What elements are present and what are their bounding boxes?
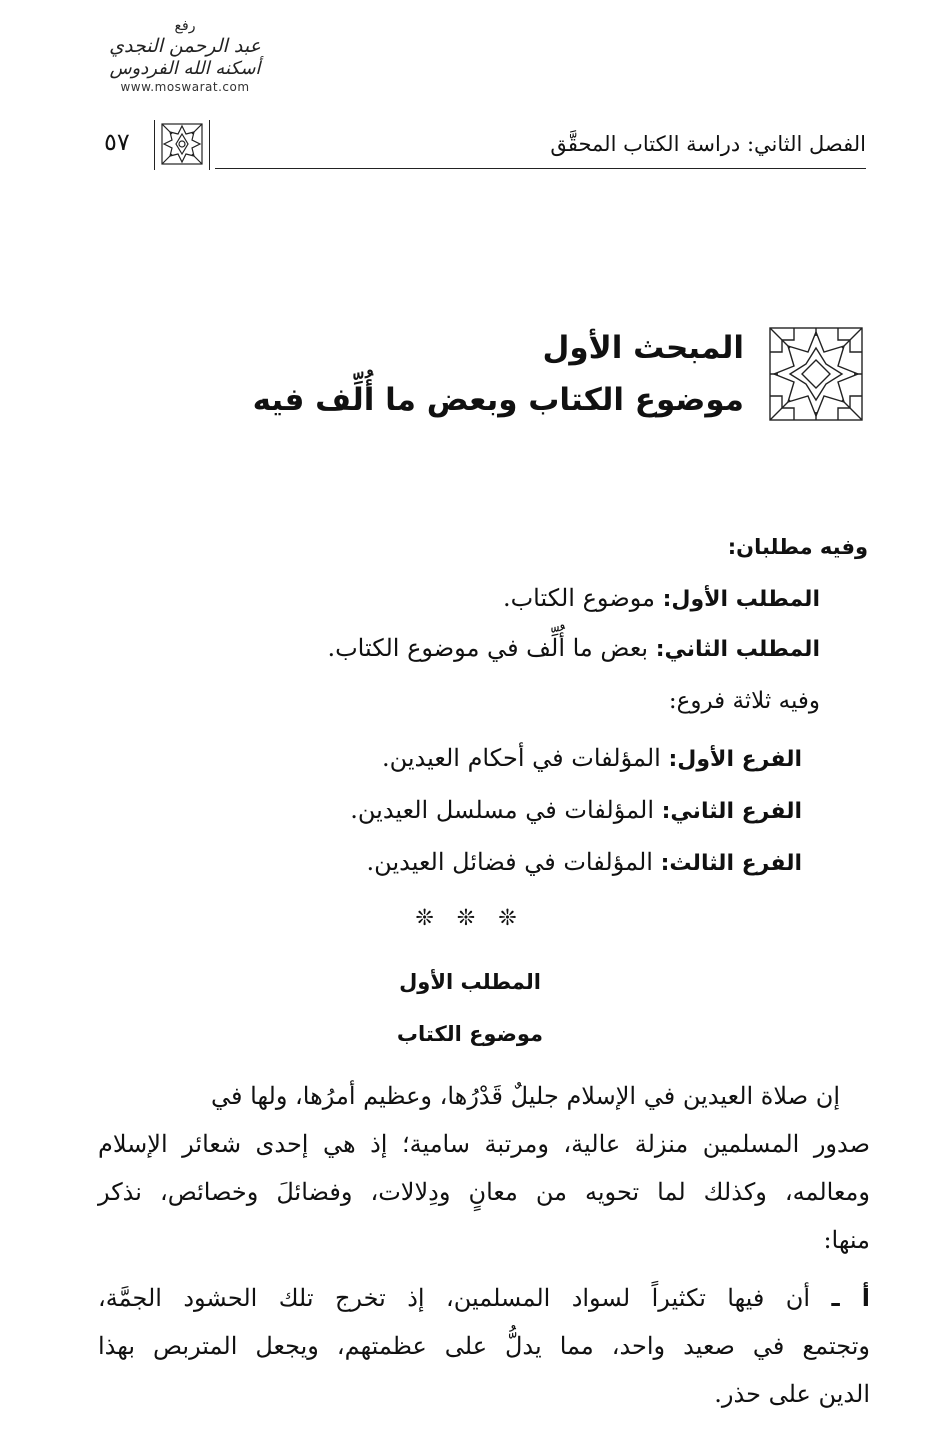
stamp-line-3: أسكنه الله الفردوس: [109, 58, 261, 79]
stamp-line-2: عبد الرحمن النجدي: [109, 35, 261, 57]
matlab-label: المطلب الأول:: [662, 587, 820, 612]
paragraph-line: ومعالمه، وكذلك لما تحويه من معانٍ ودِلالات، وفضائلَ وخصائص، نذكر: [98, 1178, 871, 1206]
paragraph-line: إن صلاة العيدين في الإسلام جليلٌ قَدْرُها، وعظيم أمرُها، ولها في: [211, 1082, 840, 1110]
section-subheading: موضوع الكتاب: [396, 1022, 544, 1046]
branch-item: [367, 848, 802, 876]
matlab-text: بعض ما أُلِّف في موضوع الكتاب.: [327, 634, 649, 662]
section-heading: المطلب الأول: [399, 970, 541, 994]
matlab-text: موضوع الكتاب.: [502, 584, 655, 612]
branches-intro: وفيه ثلاثة فروع:: [668, 688, 820, 714]
branch-label: الفرع الثاني:: [661, 799, 802, 824]
matlab-item: [327, 634, 820, 662]
title-ornament-icon: [768, 326, 864, 422]
list-marker: أ ـ: [831, 1284, 870, 1312]
paragraph-line: الدين على حذر.: [714, 1380, 870, 1408]
header-ornament-icon: [154, 120, 210, 170]
paragraph-line: [98, 1284, 870, 1312]
page-number: ٥٧: [104, 128, 130, 156]
paragraph-line: وتجتمع في صعيد واحد، مما يدلُّ على عظمتهم، ويجعل المتربص بهذا: [98, 1332, 870, 1360]
branch-text: المؤلفات في فضائل العيدين.: [366, 848, 653, 876]
paragraph-text: أن فيها تكثيراً لسواد المسلمين، إذ تخرج تلك الحشود الجمَّة،: [98, 1284, 811, 1312]
section-divider: ❊ ❊ ❊: [415, 906, 525, 931]
branch-label: الفرع الأول:: [668, 747, 802, 772]
header-rule: [215, 168, 866, 169]
chapter-subtitle: موضوع الكتاب وبعض ما أُلِّف فيه: [252, 382, 744, 418]
branch-label: الفرع الثالث:: [660, 851, 802, 876]
matlab-item: [503, 584, 820, 612]
intro-heading: وفيه مطلبان:: [727, 535, 868, 559]
branch-text: المؤلفات في أحكام العيدين.: [381, 744, 661, 772]
watermark-stamp: [70, 18, 300, 108]
branch-text: المؤلفات في مسلسل العيدين.: [350, 796, 654, 824]
branch-item: [350, 796, 802, 824]
stamp-line-1: رفع: [174, 18, 196, 34]
branch-item: [382, 744, 802, 772]
stamp-url: www.moswarat.com: [120, 80, 250, 94]
matlab-label: المطلب الثاني:: [655, 637, 820, 662]
chapter-title: المبحث الأول: [542, 330, 744, 366]
paragraph-line: صدور المسلمين منزلة عالية، ومرتبة سامية؛ إذ هي إحدى شعائر الإسلام: [98, 1130, 870, 1158]
paragraph-line: منها:: [823, 1226, 870, 1254]
running-header-chapter: الفصل الثاني: دراسة الكتاب المحقَّق: [550, 132, 866, 156]
